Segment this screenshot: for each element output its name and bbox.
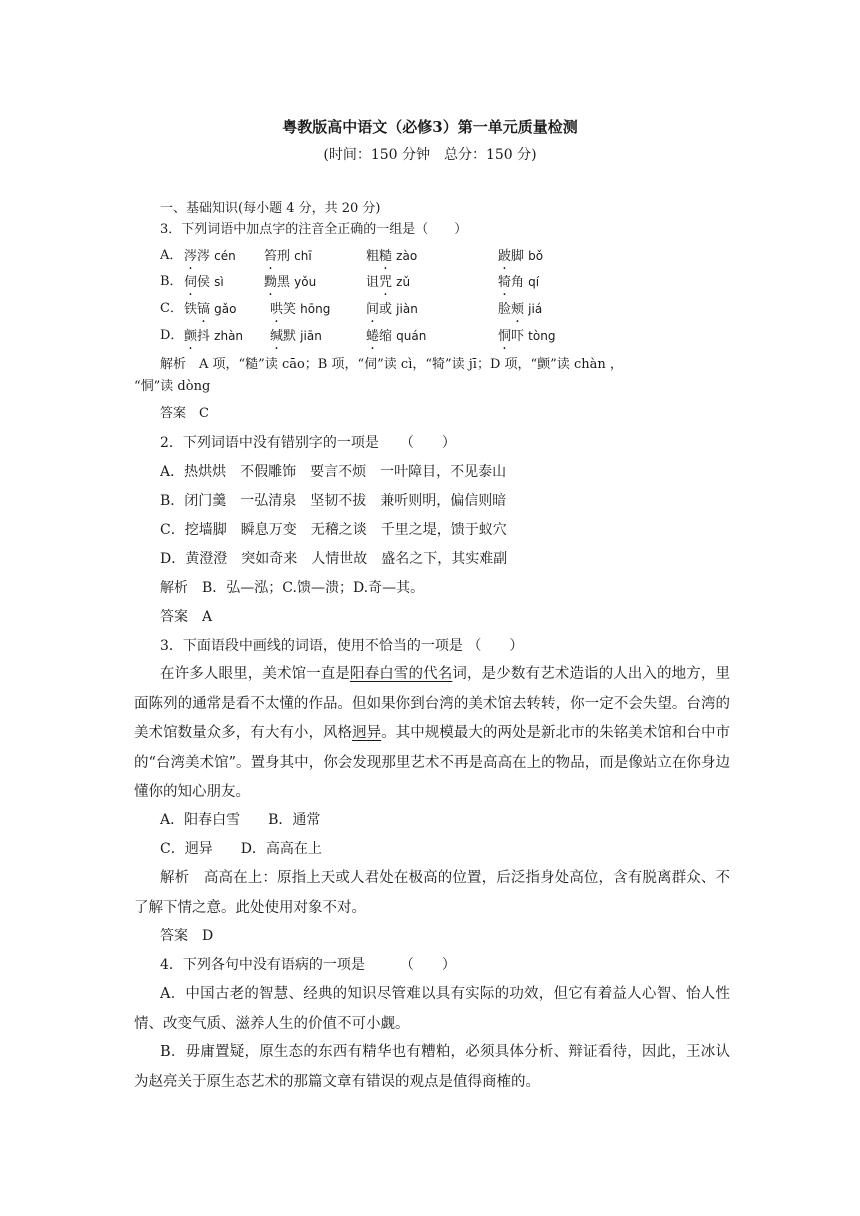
q2-option-a: A．热烘烘 不假雕饰 要言不烦 一叶障目，不见泰山 [160,464,507,480]
dotted-char: 哄 [270,302,284,317]
word-char: 角 [511,275,525,290]
pinyin: jiá [528,302,543,316]
q3-passage [134,660,730,808]
word-char: 刑 [277,249,291,264]
option-letter: B． [160,274,183,289]
q1-answer: 答案 C [160,406,209,421]
pinyin: qí [528,275,540,289]
dotted-char: 咒 [379,275,393,290]
option-letter: D． [160,328,184,343]
dotted-char: 伺 [184,275,198,290]
q3-options-row2: C．迥异 D．高高在上 [160,841,322,857]
dotted-char: 间 [366,302,380,317]
word-char: 脸 [498,302,512,317]
q2-answer: 答案 A [160,609,213,625]
word-char: 侯 [197,275,211,290]
dotted-char: 犄 [498,275,512,290]
pinyin: gǎo [214,302,237,316]
word-char: 粗 [366,249,380,264]
pinyin: jiān [300,329,322,343]
q2-option-c: C．挖墙脚 瞬息万变 无稽之谈 千里之堤，馈于蚁穴 [160,522,507,538]
q4-option-b: B．毋庸置疑，原生态的东西有精华也有糟粕，必须具体分析、辩证看待，因此，王冰认为赵亮关于原生态艺术的那篇文章有错误的观点是值得商榷的。 [134,1044,730,1090]
q2-option-b: B．闭门羹 一弘清泉 坚韧不拔 兼听则明，偏信则暗 [160,493,507,509]
q3-options-row1: A．阳春白雪 B．通常 [160,812,321,828]
section-heading: 一、基础知识(每小题 4 分，共 20 分) [160,201,381,216]
dotted-char: 糙 [379,249,393,264]
word-char: 诅 [366,275,380,290]
pinyin: jiàn [396,302,418,316]
word-char: 默 [283,329,297,344]
option-letter: A． [160,248,183,263]
q1-analysis: 解析 A 项，“糙”读 cāo；B 项，“伺”读 cì，“犄”读 jī；D 项，“颤”读 chàn ， [160,357,623,372]
underlined-phrase: 迥异 [352,725,382,741]
pinyin: chī [294,249,312,263]
q4-stem: 4．下列各句中没有语病的一项是 （ ） [160,957,456,973]
dotted-char: 颊 [511,302,525,317]
option-letter: C． [160,301,183,316]
pinyin: yǒu [294,275,317,289]
dotted-char: 跛 [498,249,512,264]
pinyin: hōng [300,302,331,316]
pinyin: bǒ [528,249,544,263]
dotted-char: 黝 [264,275,278,290]
dotted-char: 颤 [184,329,198,344]
pinyin: zào [396,249,418,263]
word-char: 铁 [184,302,198,317]
word-char: 或 [379,302,393,317]
page-subtitle: (时间：150 分钟 总分：150 分) [323,147,537,163]
underlined-phrase: 阳春白雪的代名 [350,666,453,682]
dotted-char: 笞 [264,249,278,264]
q1-analysis-cont: “恫”读 dòng [134,379,211,394]
q1-stem: 3．下列词语中加点字的注音全正确的一组是（ ） [160,222,468,237]
passage-text: 词，是少数有艺术造诣的人出入的地方，里面陈列的通常是看不太懂的作品。但如果你到台湾的美术馆去转转，你一定不会失望。台湾的美术馆数量众多，有大有小，风格 [134,666,731,741]
q2-analysis: 解析 B．弘—泓；C.馈—溃；D.奇—其。 [160,580,425,596]
q2-option-d: D．黄澄澄 突如奇来 人情世故 盛名之下，其实难副 [160,551,508,567]
word-char: 脚 [511,249,525,264]
dotted-char: 蜷 [366,329,380,344]
pinyin: tòng [528,329,556,343]
word-char: 抖 [197,329,211,344]
word-char: 缩 [379,329,393,344]
q3-analysis: 解析 高高在上：原指上天或人君处在极高的位置，后泛指身处高位，含有脱离群众、不了解下情之意。此处使用对象不对。 [134,870,730,916]
dotted-char: 涔 [184,249,198,264]
pinyin: sì [214,275,224,289]
page-title: 粤教版高中语文（必修3）第一单元质量检测 [282,118,578,136]
q2-stem: 2．下列词语中没有错别字的一项是 （ ） [160,435,456,451]
dotted-char: 镐 [197,302,211,317]
passage-text: 在许多人眼里，美术馆一直是 [160,666,351,682]
word-char: 吓 [511,329,525,344]
dotted-char: 恫 [498,329,512,344]
q4-option-a: A．中国古老的智慧、经典的知识尽管难以具有实际的功效，但它有着益人心智、怡人性情、改变气质、滋养人生的价值不可小觑。 [134,986,730,1032]
dotted-char: 缄 [270,329,284,344]
passage-text: 。其中规模最大的两处是新北市的朱铭美术馆和台中市的“台湾美术馆”。置身其中，你会发现那里艺术不再是高高在上的物品，而是像站立在你身边懂你的知心朋友。 [134,725,731,800]
q3-stem: 3．下面语段中画线的词语，使用不恰当的一项是 （ ） [160,638,524,654]
word-char: 笑 [283,302,297,317]
word-char: 涔 [197,249,211,264]
q3-answer: 答案 D [160,928,214,944]
pinyin: zǔ [396,275,411,289]
word-char: 黑 [277,275,291,290]
pinyin: quán [396,329,427,343]
pinyin: zhàn [214,329,244,343]
pinyin: cén [214,249,236,263]
